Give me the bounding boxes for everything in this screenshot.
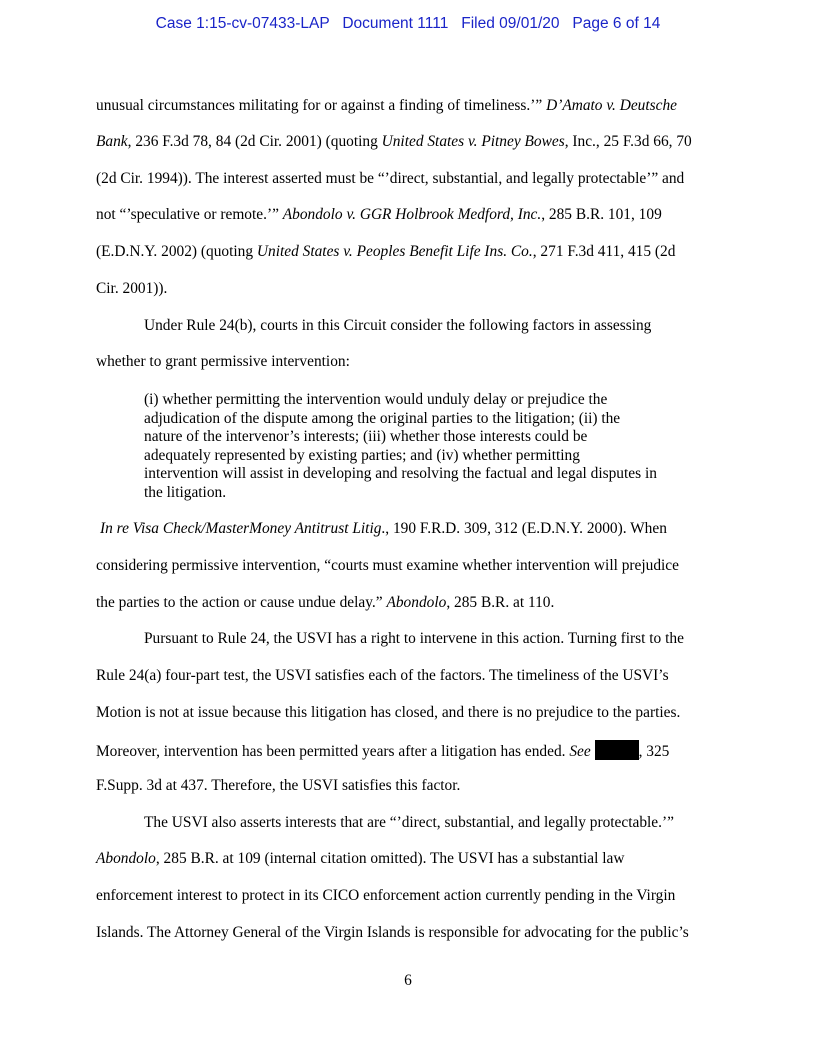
body-line: Motion is not at issue because this litigation has closed, and there is no prejudice to the parties. — [96, 704, 681, 721]
body-line — [96, 243, 675, 261]
body-line — [96, 206, 662, 224]
text-run: , 285 B.R. 101, 109 — [541, 206, 662, 223]
body-line — [96, 850, 624, 868]
citation-case-name: Bank — [96, 133, 128, 150]
body-line: Cir. 2001)). — [96, 280, 168, 297]
text-run: , Inc., 25 F.3d 66, 70 — [564, 133, 692, 150]
header-page: Page 6 of 14 — [572, 15, 661, 32]
citation-case-name: D’Amato v. Deutsche — [546, 97, 677, 114]
page-number: 6 — [404, 972, 412, 989]
body-line: (2d Cir. 1994)). The interest asserted must be “’direct, substantial, and legally protectable’” and — [96, 170, 685, 187]
body-line: F.Supp. 3d at 437. Therefore, the USVI satisfies this factor. — [96, 777, 461, 794]
body-line: considering permissive intervention, “courts must examine whether intervention will prejudice — [96, 557, 679, 574]
body-line — [96, 97, 677, 115]
header-filed: Filed 09/01/20 — [461, 15, 560, 32]
block-quote-line: adjudication of the dispute among the original parties to the litigation; (ii) the — [144, 409, 621, 427]
body-line — [96, 594, 554, 612]
body-line: The USVI also asserts interests that are “’direct, substantial, and legally protectable.’” — [144, 814, 674, 831]
text-run: , 236 F.3d 78, 84 (2d Cir. 2001) (quoting — [127, 133, 382, 150]
case-header — [0, 15, 816, 33]
body-line: enforcement interest to protect in its CICO enforcement action currently pending in the Virgin — [96, 887, 676, 904]
body-line: whether to grant permissive intervention: — [96, 353, 350, 370]
body-line — [96, 133, 692, 151]
body-line — [96, 740, 669, 761]
text-run: , 325 — [638, 743, 670, 760]
citation-case-name: In re Visa Check/MasterMoney Antitrust Litig — [100, 520, 382, 537]
text-run: , 285 B.R. at 110. — [446, 594, 555, 611]
text-run: not “’speculative or remote.’” — [96, 206, 283, 223]
header-document: Document 1111 — [342, 15, 449, 32]
text-run: ., 190 F.R.D. 309, 312 (E.D.N.Y. 2000). When — [381, 520, 667, 537]
block-quote-line: the litigation. — [144, 484, 227, 501]
body-line: Rule 24(a) four-part test, the USVI satisfies each of the factors. The timeliness of the USVI’s — [96, 667, 669, 684]
citation-case-name: United States v. Peoples Benefit Life Ins. Co. — [256, 243, 533, 260]
citation-case-name: Abondolo v. GGR Holbrook Medford, Inc. — [282, 206, 542, 223]
redaction-box — [595, 740, 639, 760]
header-case-number: Case 1:15-cv-07433-LAP — [155, 15, 330, 32]
citation-signal: See — [569, 743, 591, 760]
body-line: Islands. The Attorney General of the Virgin Islands is responsible for advocating for the public’s — [96, 924, 689, 941]
text-run: the parties to the action or cause undue delay.” — [96, 594, 387, 611]
citation-case-name: United States v. Pitney Bowes — [381, 133, 565, 150]
text-run: Moreover, intervention has been permitted years after a litigation has ended. — [96, 743, 570, 760]
block-quote-line: nature of the intervenor’s interests; (iii) whether those interests could be — [144, 428, 588, 446]
body-line — [100, 520, 667, 538]
text-run: , 271 F.3d 411, 415 (2d — [532, 243, 676, 260]
citation-case-name: Abondolo — [96, 850, 156, 867]
text-run: , 285 B.R. at 109 (internal citation omitted). The USVI has a substantial law — [155, 850, 625, 867]
block-quote-line: (i) whether permitting the intervention would unduly delay or prejudice the — [144, 391, 608, 408]
text-run: (E.D.N.Y. 2002) (quoting — [96, 243, 257, 260]
text-run: unusual circumstances militating for or against a finding of timeliness.’” — [96, 97, 547, 114]
body-line: Under Rule 24(b), courts in this Circuit consider the following factors in assessing — [144, 317, 652, 334]
citation-case-name: Abondolo — [386, 594, 447, 611]
body-line: Pursuant to Rule 24, the USVI has a right to intervene in this action. Turning first to the — [144, 630, 684, 647]
block-quote-line: intervention will assist in developing and resolving the factual and legal disputes in — [144, 465, 657, 483]
block-quote-line: adequately represented by existing parties; and (iv) whether permitting — [144, 446, 580, 464]
